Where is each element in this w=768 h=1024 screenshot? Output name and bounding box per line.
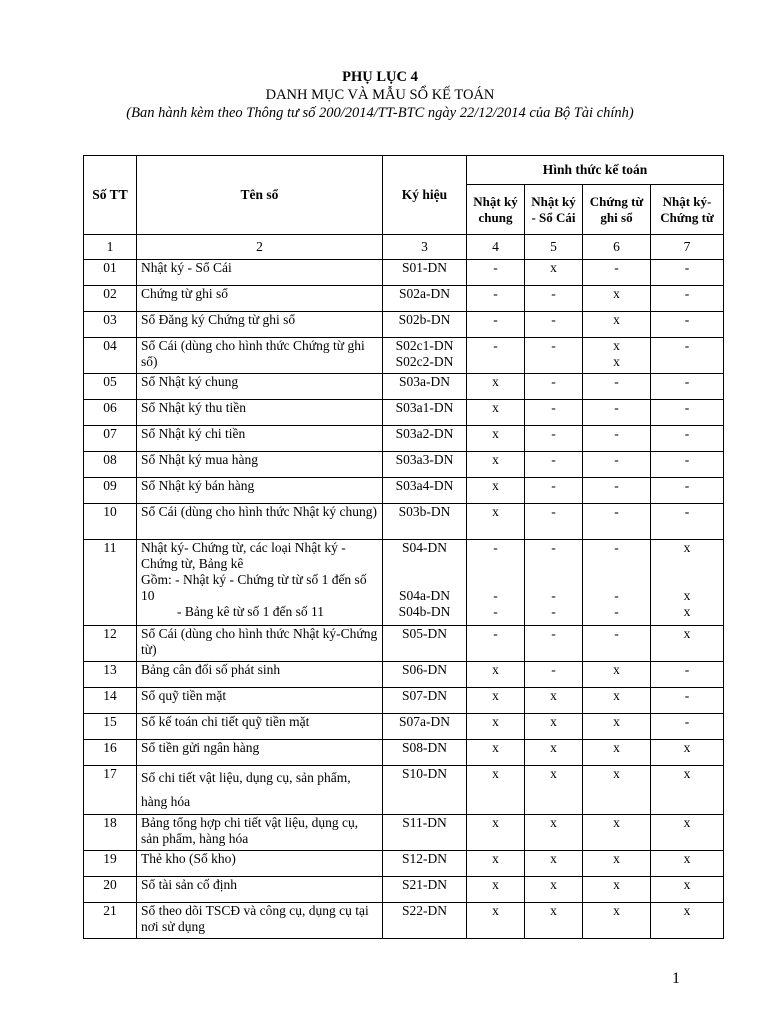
appendix-title: PHỤ LỤC 4 (342, 69, 418, 85)
row-mark: x (525, 714, 583, 740)
row-mark: x (583, 740, 651, 766)
row-name: Sổ tiền gửi ngân hàng (137, 740, 383, 766)
row-code: S03a4-DN (383, 478, 467, 504)
row-stt: 17 (84, 766, 137, 815)
header-form-journal: Nhật ký chung (467, 185, 525, 235)
row-mark: x (467, 478, 525, 504)
row-code: S21-DN (383, 877, 467, 903)
row-mark: x (651, 877, 724, 903)
row-name: Sổ theo dõi TSCĐ và công cụ, dụng cụ tại nơi sử dụng (137, 903, 383, 939)
table-row (84, 688, 724, 714)
row-code: S10-DN (383, 766, 467, 815)
row-mark-line: - (614, 540, 619, 555)
row-name: Bảng tổng hợp chi tiết vật liệu, dụng cụ, sản phẩm, hàng hóa (137, 815, 383, 851)
row-mark: - (525, 312, 583, 338)
row-mark-line: x (683, 588, 691, 603)
row-name: Sổ kế toán chi tiết quỹ tiền mặt (137, 714, 383, 740)
row-mark: x (467, 851, 525, 877)
table-row (84, 478, 724, 504)
table-row (84, 426, 724, 452)
table-row (84, 504, 724, 540)
row-stt: 04 (84, 338, 137, 374)
row-code: S12-DN (383, 851, 467, 877)
row-mark: - (467, 626, 525, 662)
row-mark: - (525, 426, 583, 452)
row-mark-line: x (683, 604, 691, 619)
row-mark: - (651, 312, 724, 338)
col-number: 4 (467, 235, 525, 260)
row-mark: - (583, 452, 651, 478)
table-row (84, 740, 724, 766)
row-stt: 14 (84, 688, 137, 714)
table-row (84, 452, 724, 478)
page-number: 1 (672, 970, 680, 987)
row-mark: - (583, 626, 651, 662)
ledger-table (83, 155, 724, 939)
row-mark (583, 540, 651, 626)
row-name: Sổ Cái (dùng cho hình thức Nhật ký chung) (137, 504, 383, 540)
row-mark: - (525, 626, 583, 662)
row-mark: - (583, 426, 651, 452)
row-name: Sổ Nhật ký chi tiền (137, 426, 383, 452)
row-mark: x (525, 851, 583, 877)
row-code-line: S02c2-DN (395, 354, 454, 369)
row-mark: x (467, 426, 525, 452)
row-mark: - (583, 504, 651, 540)
row-mark: - (467, 312, 525, 338)
row-mark: x (467, 766, 525, 815)
row-mark: - (525, 452, 583, 478)
row-code-line: S04a-DN (399, 588, 450, 603)
table-row (84, 374, 724, 400)
row-mark: - (651, 400, 724, 426)
row-mark: x (583, 851, 651, 877)
row-stt: 06 (84, 400, 137, 426)
row-code: S02b-DN (383, 312, 467, 338)
document-subtitle: (Ban hành kèm theo Thông tư số 200/2014/TT-BTC ngày 22/12/2014 của Bộ Tài chính) (126, 105, 634, 121)
row-code: S05-DN (383, 626, 467, 662)
row-mark: x (525, 903, 583, 939)
row-mark: - (583, 374, 651, 400)
row-code: S22-DN (383, 903, 467, 939)
row-mark: x (583, 312, 651, 338)
row-mark: - (525, 286, 583, 312)
row-code: S07a-DN (383, 714, 467, 740)
col-number: 2 (137, 235, 383, 260)
row-code (383, 540, 467, 626)
row-mark: x (583, 662, 651, 688)
row-stt: 05 (84, 374, 137, 400)
row-mark: - (467, 338, 525, 374)
row-name: Sổ Nhật ký mua hàng (137, 452, 383, 478)
table-row (84, 766, 724, 815)
row-mark-line: - (551, 604, 556, 619)
row-mark-line: - (551, 540, 556, 555)
row-mark (525, 540, 583, 626)
row-mark: - (525, 662, 583, 688)
row-stt: 19 (84, 851, 137, 877)
row-mark: x (467, 740, 525, 766)
col-number: 7 (651, 235, 724, 260)
table-row (84, 312, 724, 338)
document-title: DANH MỤC VÀ MẪU SỔ KẾ TOÁN (265, 87, 495, 103)
row-mark: - (583, 478, 651, 504)
row-stt: 01 (84, 260, 137, 286)
row-mark: - (467, 260, 525, 286)
row-mark: - (583, 260, 651, 286)
row-mark: - (525, 400, 583, 426)
table-row (84, 877, 724, 903)
row-mark: x (467, 877, 525, 903)
row-mark: x (525, 260, 583, 286)
col-number: 6 (583, 235, 651, 260)
table-row (84, 714, 724, 740)
table-row (84, 400, 724, 426)
row-name: Sổ tài sản cố định (137, 877, 383, 903)
row-mark: x (651, 740, 724, 766)
row-mark: x (467, 714, 525, 740)
row-code (383, 338, 467, 374)
row-stt: 07 (84, 426, 137, 452)
row-mark: x (467, 374, 525, 400)
row-mark: - (525, 478, 583, 504)
row-mark: - (583, 400, 651, 426)
row-mark (651, 540, 724, 626)
row-mark: x (583, 815, 651, 851)
row-mark: - (651, 714, 724, 740)
row-code: S06-DN (383, 662, 467, 688)
row-code: S01-DN (383, 260, 467, 286)
table-row (84, 815, 724, 851)
row-mark-line: - (614, 604, 619, 619)
row-mark-line: - (493, 604, 498, 619)
row-mark-line: x (683, 540, 691, 555)
row-code-line: S02c1-DN (395, 338, 454, 353)
row-mark: - (467, 286, 525, 312)
row-mark: x (467, 662, 525, 688)
row-code: S03a-DN (383, 374, 467, 400)
row-name-line: - Bảng kê từ số 1 đến số 11 (177, 604, 325, 619)
row-code: S03a3-DN (383, 452, 467, 478)
row-stt: 12 (84, 626, 137, 662)
col-number: 1 (84, 235, 137, 260)
row-name: Sổ Nhật ký thu tiền (137, 400, 383, 426)
row-code-line: S04b-DN (398, 604, 451, 619)
header-stt: Số TT (84, 156, 137, 235)
row-mark-line: x (613, 354, 620, 369)
table-row (84, 286, 724, 312)
table-row (84, 851, 724, 877)
header-name: Tên sổ (137, 156, 383, 235)
row-stt: 18 (84, 815, 137, 851)
row-mark-line: - (551, 588, 556, 603)
table-row (84, 903, 724, 939)
row-stt: 13 (84, 662, 137, 688)
table-row (84, 540, 724, 626)
row-code: S02a-DN (383, 286, 467, 312)
row-mark: - (651, 338, 724, 374)
row-mark: x (651, 903, 724, 939)
row-code: S07-DN (383, 688, 467, 714)
row-name (137, 540, 383, 626)
row-mark: - (651, 662, 724, 688)
row-stt: 20 (84, 877, 137, 903)
row-mark: x (583, 286, 651, 312)
row-stt: 03 (84, 312, 137, 338)
row-name: Nhật ký - Sổ Cái (137, 260, 383, 286)
row-mark: x (583, 688, 651, 714)
row-mark: x (467, 400, 525, 426)
row-code: S03b-DN (383, 504, 467, 540)
row-mark-line: - (493, 588, 498, 603)
row-code: S08-DN (383, 740, 467, 766)
row-mark: - (651, 452, 724, 478)
row-mark: x (651, 851, 724, 877)
row-mark-line: - (493, 540, 498, 555)
header-code: Ký hiệu (383, 156, 467, 235)
row-name: Bảng cân đối số phát sinh (137, 662, 383, 688)
row-mark: x (525, 740, 583, 766)
row-mark-line: x (613, 338, 620, 353)
row-stt: 16 (84, 740, 137, 766)
row-mark: x (651, 815, 724, 851)
row-code: S11-DN (383, 815, 467, 851)
row-stt: 02 (84, 286, 137, 312)
row-mark: x (467, 815, 525, 851)
row-mark: - (651, 504, 724, 540)
row-name-line: Nhật ký- Chứng từ, các loại Nhật ký - Chứng từ, Bảng kê (141, 540, 346, 571)
row-mark: x (583, 903, 651, 939)
row-stt: 09 (84, 478, 137, 504)
row-name: Thẻ kho (Sổ kho) (137, 851, 383, 877)
row-mark: x (525, 766, 583, 815)
row-mark: x (583, 766, 651, 815)
row-mark: x (651, 626, 724, 662)
row-mark (467, 540, 525, 626)
row-mark: - (651, 286, 724, 312)
row-mark: x (525, 815, 583, 851)
col-number: 5 (525, 235, 583, 260)
row-mark: - (651, 688, 724, 714)
row-stt: 21 (84, 903, 137, 939)
col-number: 3 (383, 235, 467, 260)
row-mark: - (525, 374, 583, 400)
row-stt: 10 (84, 504, 137, 540)
row-code-line: S04-DN (401, 540, 447, 555)
row-mark: - (651, 260, 724, 286)
header-form-journal-ledger: Nhật ký - Sổ Cái (525, 185, 583, 235)
row-mark-line: - (614, 588, 619, 603)
row-mark: x (467, 903, 525, 939)
row-name: Sổ quỹ tiền mặt (137, 688, 383, 714)
header-form-journal-voucher: Nhật ký- Chứng từ (651, 185, 724, 235)
table-row (84, 260, 724, 286)
row-mark: - (651, 426, 724, 452)
row-mark: x (467, 688, 525, 714)
row-mark: - (651, 478, 724, 504)
row-name: Sổ chi tiết vật liệu, dụng cụ, sản phẩm, hàng hóa (137, 766, 383, 815)
row-mark: x (467, 504, 525, 540)
row-mark (583, 338, 651, 374)
header-form-voucher: Chứng từ ghi sổ (583, 185, 651, 235)
row-name: Chứng từ ghi sổ (137, 286, 383, 312)
row-mark: x (467, 452, 525, 478)
row-name: Sổ Nhật ký bán hàng (137, 478, 383, 504)
row-mark: - (651, 374, 724, 400)
header-forms-group: Hình thức kế toán (467, 156, 724, 185)
row-name: Sổ Nhật ký chung (137, 374, 383, 400)
row-name-line: Gồm: - Nhật ký - Chứng từ từ số 1 đến số 10 (141, 572, 367, 603)
row-stt: 11 (84, 540, 137, 626)
row-name: Sổ Đăng ký Chứng từ ghi sổ (137, 312, 383, 338)
row-stt: 15 (84, 714, 137, 740)
row-mark: x (651, 766, 724, 815)
row-mark: x (583, 714, 651, 740)
table-row (84, 626, 724, 662)
row-mark: - (525, 338, 583, 374)
row-mark: x (525, 688, 583, 714)
row-name: Sổ Cái (dùng cho hình thức Nhật ký-Chứng từ) (137, 626, 383, 662)
row-name: Sổ Cái (dùng cho hình thức Chứng từ ghi sổ) (137, 338, 383, 374)
row-stt: 08 (84, 452, 137, 478)
table-row (84, 662, 724, 688)
table-row (84, 338, 724, 374)
row-mark: x (583, 877, 651, 903)
row-mark: - (525, 504, 583, 540)
row-code: S03a1-DN (383, 400, 467, 426)
row-mark: x (525, 877, 583, 903)
row-code: S03a2-DN (383, 426, 467, 452)
